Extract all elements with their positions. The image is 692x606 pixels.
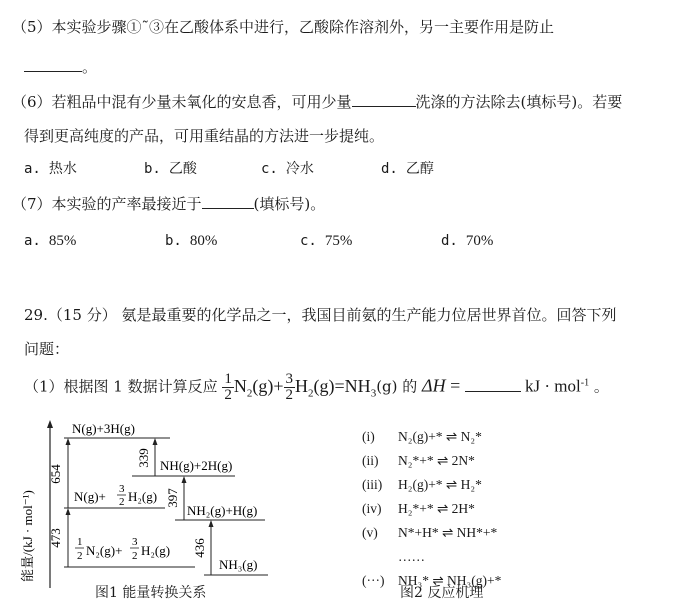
q7-option-d: d. 70%: [441, 233, 494, 249]
q6-text: （6）若粗品中混有少量未氧化的安息香，可用少量 洗涤的方法除去(填标号)。若要: [12, 93, 623, 111]
q7-text: （7）本实验的产率最接近于 (填标号)。: [12, 195, 326, 213]
q6-blank[interactable]: [352, 106, 416, 107]
figure2-caption: 图2 反应机理: [400, 585, 484, 601]
fraction-three-halves-h2: $\frac{3}{2}$: [285, 371, 294, 403]
label-nh-2h: NH(g)+2H(g): [160, 458, 233, 473]
value-436: 436: [192, 538, 207, 558]
value-339: 339: [136, 448, 151, 468]
q29-line1: 29.（15 分） 氨是最重要的化学品之一，我国目前氨的生产能力位居世界首位。回答下列: [24, 306, 617, 324]
mechanism-step: (ii) N₂*+* ⇌ 2N*: [362, 453, 475, 468]
q6-option-c: c. 冷水: [261, 161, 314, 177]
q6-option-b: b. 乙酸: [144, 161, 197, 177]
energy-axis-arrow: [47, 420, 53, 428]
value-473: 473: [48, 528, 63, 548]
value-654: 654: [48, 464, 63, 484]
q5-text: [12, 20, 554, 35]
q6-option-d: d. 乙醇: [381, 161, 434, 177]
q7-option-c: c. 75%: [300, 233, 353, 249]
q29-sub1: （1）根据图 1 数据计算反应 $\frac{1}{2}$ $N_2(g)+$ $\frac{3}{2}$ $H_2(g)=NH_3(g)$ 的 ΔH = kJ · mol$^{-1}$ 。: [24, 371, 609, 403]
q5-blank[interactable]: [24, 71, 82, 72]
svg-text:1: 1: [77, 536, 83, 548]
q6-line2: 得到更高纯度的产品，可用重结晶的方法进一步提纯。: [24, 127, 385, 145]
figure2-mechanism: [362, 425, 501, 593]
label-bottom-h2: H₂(g): [141, 543, 171, 558]
svg-text:2: 2: [119, 496, 125, 508]
mechanism-step: (v) N*+H* ⇌ NH*+*: [362, 525, 498, 540]
q5-prompt: （5）本实验步骤①˜③在乙酸体系中进行，乙酸除作溶剂外，另一主要作用是防止: [12, 18, 555, 36]
q7-option-b: b. 80%: [165, 233, 218, 249]
label-top: N(g)+3H(g): [72, 421, 135, 436]
mechanism-step: (···) NH₃* ⇌ NH₃(g)+*: [362, 573, 502, 588]
label-mid-suffix: H₂(g): [128, 489, 158, 504]
mechanism-step: ……: [398, 549, 425, 564]
mechanism-step: (i) N₂(g)+* ⇌ N₂*: [362, 429, 482, 444]
q6-option-a: a. 热水: [24, 161, 77, 177]
q29-dh-blank[interactable]: [465, 391, 521, 392]
q7-option-a: a. 85%: [24, 233, 77, 249]
svg-text:2: 2: [132, 550, 138, 562]
label-nh3: NH₃(g): [219, 557, 258, 572]
label-bottom-n2: N₂(g)+: [86, 543, 123, 558]
svg-text:3: 3: [132, 536, 138, 548]
svg-text:3: 3: [119, 483, 125, 495]
value-397: 397: [165, 488, 180, 508]
svg-text:2: 2: [77, 550, 83, 562]
figure1-energy-diagram: [20, 418, 290, 606]
label-nh2-h: NH₂(g)+H(g): [187, 503, 258, 518]
mechanism-step: (iv) H₂*+* ⇌ 2H*: [362, 501, 475, 516]
energy-axis-label: 能量/(kJ · mol⁻¹): [20, 490, 35, 582]
mechanism-step: (iii) H₂(g)+* ⇌ H₂*: [362, 477, 482, 492]
figure1-caption: 图1 能量转换关系: [95, 585, 207, 601]
q5-answer-line: 。: [24, 60, 97, 75]
q7-blank[interactable]: [202, 208, 254, 209]
fraction-half-n2: $\frac{1}{2}$: [224, 371, 232, 403]
label-mid-prefix: N(g)+: [74, 489, 106, 504]
q29-line2: 问题：: [24, 340, 70, 358]
